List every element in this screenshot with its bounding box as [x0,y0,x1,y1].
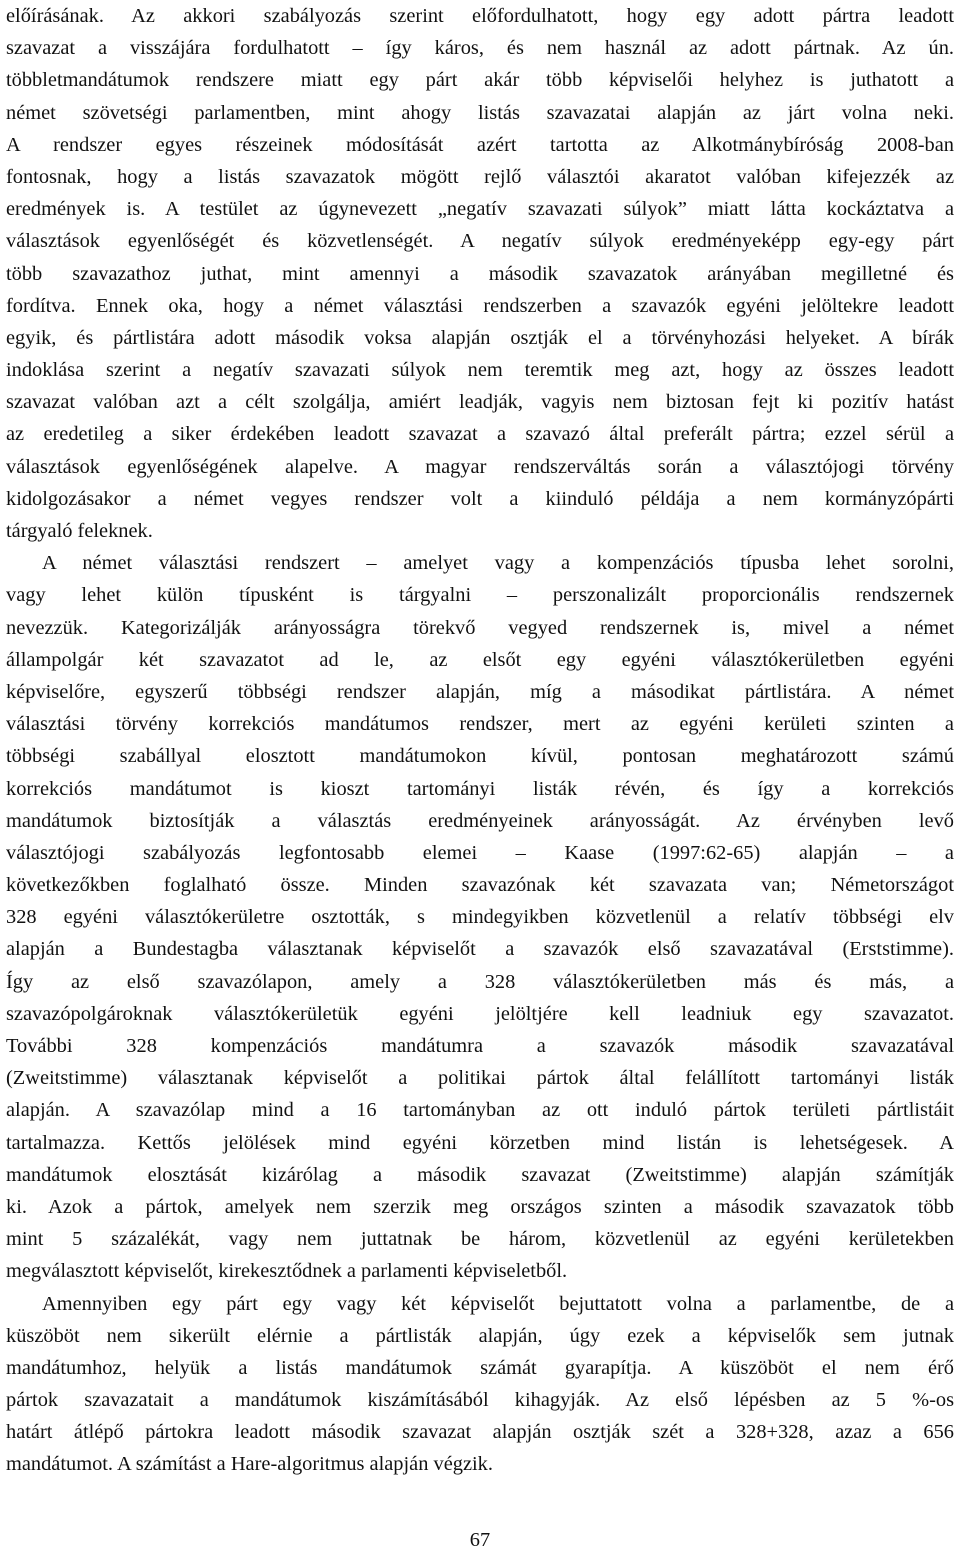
text-line: tárgyaló feleknek. [6,520,153,542]
text-line: Így az első szavazólapon, amely a 328 választókerületben más és más, a [6,970,954,993]
text-line: képviselőre, egyszerű többségi rendszer alapján, míg a másodikat pártlistára. A német [6,680,954,703]
text-line: előírásának. Az akkori szabályozás szerint előfordulhatott, hogy egy adott pártra leadott [6,5,954,27]
page-number: 67 [469,1529,491,1551]
text-line: mandátumok biztosítják a választás eredményeinek arányosságát. Az érvényben levő [6,809,954,832]
text-line: több szavazathoz juthat, mint amennyi a második szavazatok arányában megilletné és [6,262,954,285]
text-line: tartalmazza. Kettős jelölések mind egyéni körzetben mind listán is lehetségesek. A [6,1131,954,1154]
text-line: eredmények is. A testület az úgynevezett „negatív szavazati súlyok” miatt látta kockáztatva a [6,198,954,221]
text-line: (Zweitstimme) választanak képviselőt a politikai pártok által felállított tartományi listák [6,1067,954,1090]
paragraph [6,547,954,1287]
text-line: indoklása szerint a negatív szavazati súlyok nem teremtik meg azt, hogy az összes leadott [6,359,954,382]
text-line: határt átlépő pártokra leadott második szavazat alapján osztják szét a 328+328, azaz a 656 [6,1421,954,1444]
text-line: nevezzük. Kategorizálják arányosságra törekvő vegyed rendszernek is, mivel a német [6,616,954,639]
text-line: az eredetileg a siker érdekében leadott szavazat a szavazó által preferált pártra; ezzel sérül a [6,423,954,446]
paragraph [6,1288,954,1481]
text-line: Amennyiben egy párt egy vagy két képviselőt bejuttatott volna a parlamentbe, de a [42,1292,954,1315]
text-line: A német választási rendszert – amelyet vagy a kompenzációs típusba lehet sorolni, [42,552,954,575]
text-line: A rendszer egyes részeinek módosítását azért tartotta az Alkotmánybíróság 2008-ban [6,133,954,156]
text-line: alapján a Bundestagba választanak képviselőt a szavazók első szavazatával (Erststimme). [6,938,954,961]
text-line: ki. Azok a pártok, amelyek nem szerzik meg országos szinten a második szavazatok több [6,1195,954,1218]
text-line: kidolgozásakor a német vegyes rendszer volt a kiinduló példája a nem kormányzópárti [6,487,954,510]
text-line: egyik, és pártlistára adott második voksa alapján osztják el a törvényhozási helyeket. A bírák [6,326,954,349]
text-line: mint 5 százalékát, vagy nem juttatnak be három, közvetlenül az egyéni kerületekben [6,1228,954,1251]
text-line: vagy lehet külön típusként is tárgyalni – perszonalizált proporcionális rendszernek [6,584,954,607]
text-line: következőkben foglalható össze. Minden szavazónak két szavazata van; Németországot [6,874,954,897]
body-text [6,0,954,1481]
text-line: szavazat valóban azt a célt szolgálja, amiért leadják, vagyis nem biztosan fejt ki pozitív hatást [6,391,954,414]
text-line: választások egyenlőségének alapelve. A magyar rendszerváltás során a választójogi törvény [6,455,954,478]
text-line: mandátumot. A számítást a Hare-algoritmus alapján végzik. [6,1453,493,1476]
text-line: megválasztott képviselőt, kirekesztődnek a parlamenti képviseletből. [6,1260,568,1283]
text-line: német szövetségi parlamentben, mint ahogy listás szavazatai alapján az járt volna neki. [6,101,954,124]
text-line: választójogi szabályozás legfontosabb elemei – Kaase (1997:62-65) alapján – a [6,841,954,864]
text-line: mandátumok elosztását kizárólag a második szavazat (Zweitstimme) alapján számítják [6,1163,954,1186]
text-line: alapján. A szavazólap mind a 16 tartományban az ott induló pártok területi pártlistáit [6,1099,954,1122]
text-line: 328 egyéni választókerületre osztották, s mindegyikben közvetlenül a relatív többségi elv [6,906,954,929]
text-line: állampolgár két szavazatot ad le, az elsőt egy egyéni választókerületben egyéni [6,648,954,671]
text-line: korrekciós mandátumot is kioszt tartományi listák révén, és így a korrekciós [6,777,954,800]
text-line: szavazópolgároknak választókerületük egyéni jelöltjére kell leadniuk egy szavazatot. [6,1002,954,1025]
text-line: többségi szabállyal elosztott mandátumokon kívül, pontosan meghatározott számú [6,745,954,768]
text-line: küszöböt nem sikerült elérnie a pártlisták alapján, úgy ezek a képviselők sem jutnak [6,1324,954,1347]
text-line: fontosnak, hogy a listás szavazatok mögött rejlő választói akaratot valóban kifejezzék az [6,165,954,188]
text-line: mandátumhoz, helyük a listás mandátumok számát gyarapítja. A küszöböt el nem érő [6,1356,954,1379]
text-line: választási törvény korrekciós mandátumos rendszer, mert az egyéni kerületi szinten a [6,713,954,736]
text-line: választások egyenlőségét és közvetlenségét. A negatív súlyok eredményeképp egy-egy párt [6,230,954,253]
text-line: szavazat a visszájára fordulhatott – így káros, és nem használ az adott pártnak. Az ún. [6,37,954,60]
paragraph [6,0,954,547]
text-line: többletmandátumok rendszere miatt egy párt akár több képviselői helyhez is juthatott a [6,69,954,92]
document-page [6,0,954,1481]
text-line: További 328 kompenzációs mandátumra a szavazók második szavazatával [6,1035,954,1057]
text-line: pártok szavazatait a mandátumok kiszámításából kihagyják. Az első lépésben az 5 %-os [6,1389,954,1412]
text-line: fordítva. Ennek oka, hogy a német választási rendszerben a szavazók egyéni jelöltekre leadott [6,294,954,317]
